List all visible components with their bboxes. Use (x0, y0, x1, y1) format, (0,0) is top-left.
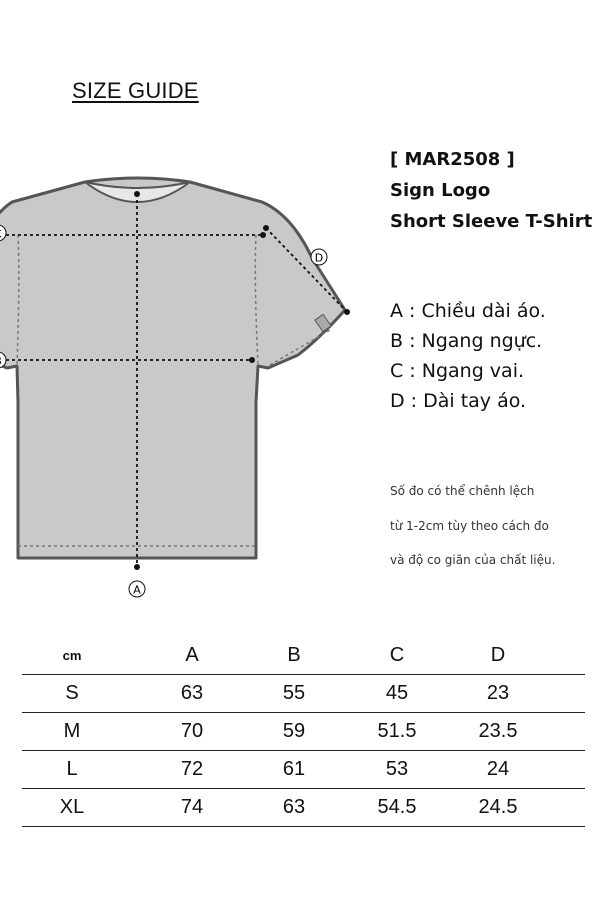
cell-a: 63 (180, 682, 204, 704)
cell-b: 59 (282, 720, 306, 742)
measure-dot-b-right (249, 357, 255, 363)
cell-d: 23 (486, 682, 510, 704)
page-title: SIZE GUIDE (72, 78, 199, 103)
cell-b: 55 (282, 682, 306, 704)
legend-item-a: A : Chiều dài áo. (390, 300, 546, 322)
cell-a: 74 (180, 796, 204, 818)
cell-c: 45 (385, 682, 409, 704)
svg-text:A: A (133, 583, 141, 597)
measure-dot-d-top (263, 225, 269, 231)
svg-text:C (0, 228, 2, 241)
note-line: Số đo có thể chênh lệch (390, 484, 535, 498)
product-name-line-2: Short Sleeve T-Shirt (390, 211, 593, 232)
cell-d: 24 (486, 758, 510, 780)
measure-dot-a-bottom (134, 564, 140, 570)
size-label: S (65, 682, 79, 704)
cell-c: 51.5 (377, 720, 417, 742)
size-label: M (63, 720, 81, 742)
measure-dot-c-right (260, 232, 266, 238)
cell-a: 70 (180, 720, 204, 742)
size-table (22, 636, 585, 827)
marker-d (311, 249, 327, 265)
cell-d: 24.5 (478, 796, 518, 818)
measure-dot-d-bottom (344, 309, 350, 315)
product-code: [ MAR2508 ] (390, 149, 515, 170)
measurement-legend (390, 296, 546, 416)
cell-c: 54.5 (377, 796, 417, 818)
svg-text:D: D (314, 251, 324, 265)
svg-text:B (0, 355, 2, 368)
cell-d: 23.5 (478, 720, 518, 742)
header-a: A (185, 643, 199, 666)
header-unit: cm (62, 647, 82, 663)
tshirt-diagram (0, 160, 380, 610)
cell-a: 72 (180, 758, 204, 780)
product-info (390, 144, 600, 237)
tshirt-body (0, 178, 345, 558)
table-row (22, 713, 585, 751)
cell-c: 53 (385, 758, 409, 780)
note-line: từ 1-2cm tùy theo cách đo (390, 518, 549, 533)
size-label: XL (59, 796, 85, 818)
measure-dot-a-top (134, 191, 140, 197)
note-line: và độ co giãn của chất liệu. (390, 553, 556, 567)
legend-item-b: B : Ngang ngực. (390, 330, 543, 352)
header-b: B (287, 643, 301, 666)
header-d: D (490, 643, 506, 666)
cell-b: 63 (282, 796, 306, 818)
legend-item-c: C : Ngang vai. (390, 360, 525, 382)
table-header-row (22, 636, 585, 675)
marker-a (129, 581, 145, 597)
size-label: L (66, 758, 78, 780)
measurement-note (390, 474, 555, 578)
product-name-line-1: Sign Logo (390, 180, 491, 201)
header-c: C (389, 643, 405, 666)
table-row (22, 675, 585, 713)
legend-item-d: D : Dài tay áo. (390, 390, 527, 412)
cell-b: 61 (282, 758, 306, 780)
table-row (22, 789, 585, 827)
table-row (22, 751, 585, 789)
